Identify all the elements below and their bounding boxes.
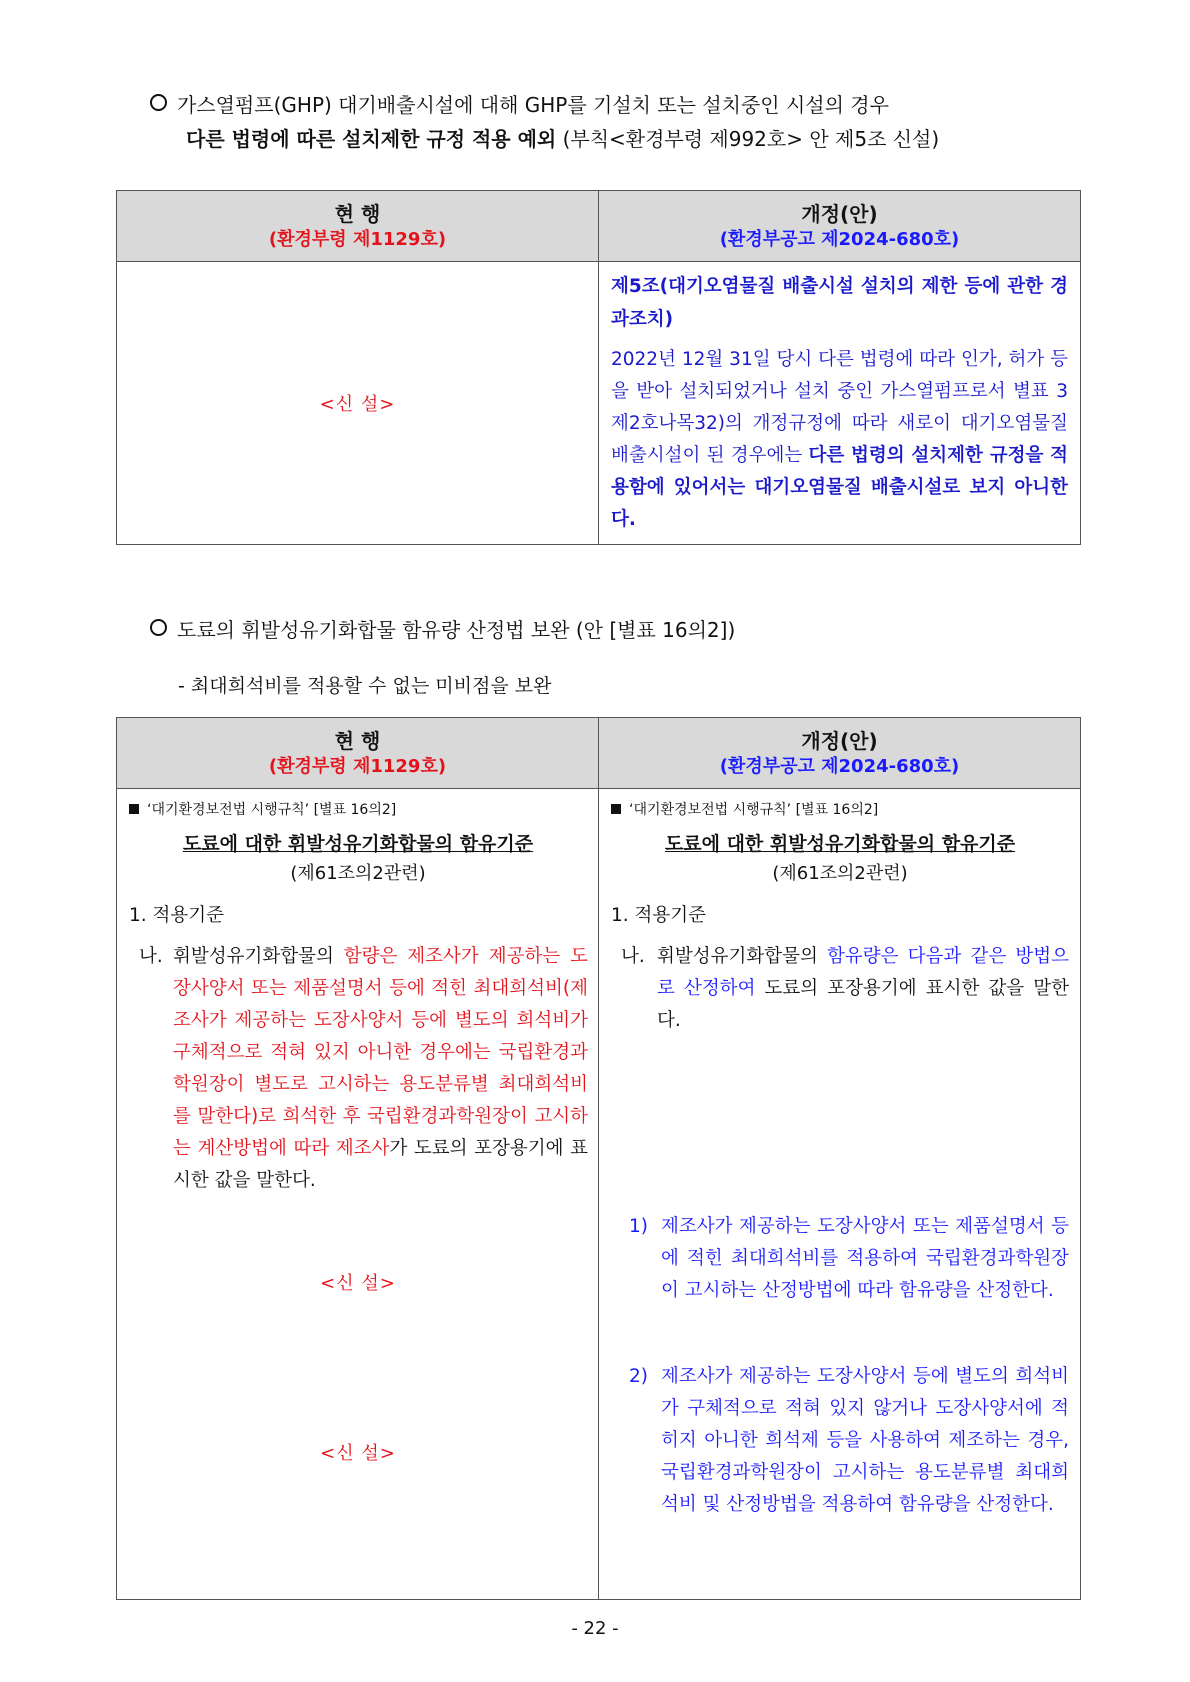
comparison-table-1 — [116, 190, 1081, 545]
square-bullet-icon — [611, 804, 621, 814]
section1-heading — [150, 88, 1080, 156]
new-provision-label-2: <신 설> — [320, 1443, 396, 1464]
table1-body-row — [117, 262, 1081, 545]
table2-current-cell — [117, 789, 599, 1600]
table2-body-row — [117, 789, 1081, 1600]
law-reference — [611, 799, 878, 821]
item1-heading: 1. 적용기준 — [611, 905, 707, 926]
standard-note: (제61조의2관련) — [772, 863, 908, 884]
section2-subline: - 최대희석비를 적용할 수 없는 미비점을 보완 — [178, 675, 552, 697]
table1-header-row — [117, 191, 1081, 262]
revised-title: 개정(안) — [801, 729, 878, 753]
current-title: 현 행 — [334, 202, 381, 226]
item-na-label: 나. — [139, 946, 163, 967]
new-provision-label-1: <신 설> — [320, 1273, 396, 1294]
current-item-na — [173, 941, 588, 1197]
revised-column-header — [599, 191, 1081, 262]
table1-revised-cell — [599, 262, 1081, 545]
current-column-header — [117, 718, 599, 789]
revised-item-na-b: 도료의 포장용기에 표시한 값을 말한다. — [657, 978, 1069, 1031]
standard-note: (제61조의2관련) — [290, 863, 426, 884]
current-subtitle: (환경부령 제1129호) — [268, 756, 447, 777]
article5-body-text: 2022년 12월 31일 당시 다른 법령에 따라 인가, 허가 등을 받아 설치되었거나 설치 중인 가스열펌프로서 별표 3 제2호나목32)의 개정규정에 따라 새로이 대기오염물질 배출시설이 된 경우에는 — [611, 349, 1068, 466]
law-reference-text: ‘대기환경보전법 시행규칙’ [별표 16의2] — [629, 802, 879, 818]
item-na-label: 나. — [621, 946, 645, 967]
revised-item-na — [657, 941, 1069, 1037]
comparison-table-2 — [116, 717, 1081, 1600]
subitem-1-text: 제조사가 제공하는 도장사양서 또는 제품설명서 등에 적힌 최대희석비를 적용하여 국립환경과학원장이 고시하는 산정방법에 따라 함유량을 산정한다. — [661, 1216, 1069, 1301]
table2-header-row — [117, 718, 1081, 789]
item1-heading: 1. 적용기준 — [129, 905, 225, 926]
section1-line1: 가스열펌프(GHP) 대기배출시설에 대해 GHP를 기설치 또는 설치중인 시설의 경우 — [177, 93, 889, 117]
subitem-1-label: 1) — [629, 1216, 648, 1237]
revised-item-na-blue: 함유량은 다음과 같은 방법으로 산정하여 — [657, 946, 1069, 999]
section1-line2-bold: 다른 법령에 따른 설치제한 규정 적용 예외 — [186, 127, 557, 151]
law-reference — [129, 799, 396, 821]
circle-bullet-icon — [150, 619, 167, 636]
subitem-2-label: 2) — [629, 1366, 648, 1387]
law-reference-text: ‘대기환경보전법 시행규칙’ [별표 16의2] — [147, 802, 397, 818]
page-number: - 22 - — [571, 1618, 619, 1639]
section2-heading — [150, 613, 1080, 647]
section2-heading-text: 도료의 휘발성유기화합물 함유량 산정법 보완 (안 [별표 16의2]) — [177, 618, 736, 642]
current-item-na-b: 가 도료의 포장용기에 표시한 값을 말한다. — [173, 1138, 588, 1191]
article5-body-bold: 다른 법령의 설치제한 규정을 적용함에 있어서는 대기오염물질 배출시설로 보지 아니한다. — [611, 445, 1068, 530]
article5-title: 제5조(대기오염물질 배출시설 설치의 제한 등에 관한 경과조치) — [611, 276, 1068, 330]
circle-bullet-icon — [150, 94, 167, 111]
current-title: 현 행 — [334, 729, 381, 753]
new-provision-label: <신 설> — [319, 394, 396, 415]
square-bullet-icon — [129, 804, 139, 814]
current-column-header — [117, 191, 599, 262]
table1-current-cell — [117, 262, 599, 545]
standard-title: 도료에 대한 휘발성유기화합물의 함유기준 — [664, 833, 1016, 855]
revised-subtitle: (환경부공고 제2024-680호) — [719, 229, 960, 250]
subitem-2-text: 제조사가 제공하는 도장사양서 등에 별도의 희석비가 구체적으로 적혀 있지 않거나 도장사양서에 적히지 아니한 희석제 등을 사용하여 제조하는 경우, 국립환경과학원장이 고시하는 용도분류별 최대희석비 및 산정방법을 적용하여 함유량을 산정한다. — [661, 1366, 1069, 1515]
table2-revised-cell — [599, 789, 1081, 1600]
section1-line2-rest: (부칙<환경부령 제992호> 안 제5조 신설) — [556, 127, 940, 151]
current-item-na-red: 함량은 제조사가 제공하는 도장사양서 또는 제품설명서 등에 적힌 최대희석비(제조사가 제공하는 도장사양서 등에 별도의 희석비가 구체적으로 적혀 있지 아니한 경우에는 국립환경과학원장이 별도로 고시하는 용도분류별 최대희석비를 말한다)로 희석한 후 국립환경과학원장이 고시하는 계산방법에 따라 제조사 — [173, 946, 588, 1159]
revised-column-header — [599, 718, 1081, 789]
revised-title: 개정(안) — [801, 202, 878, 226]
current-subtitle: (환경부령 제1129호) — [268, 229, 447, 250]
current-item-na-a: 휘발성유기화합물의 — [173, 946, 344, 967]
article5-body — [611, 344, 1068, 536]
revised-item-na-a: 휘발성유기화합물의 — [657, 946, 828, 967]
revised-subtitle: (환경부공고 제2024-680호) — [719, 756, 960, 777]
standard-title: 도료에 대한 휘발성유기화합물의 함유기준 — [182, 833, 534, 855]
